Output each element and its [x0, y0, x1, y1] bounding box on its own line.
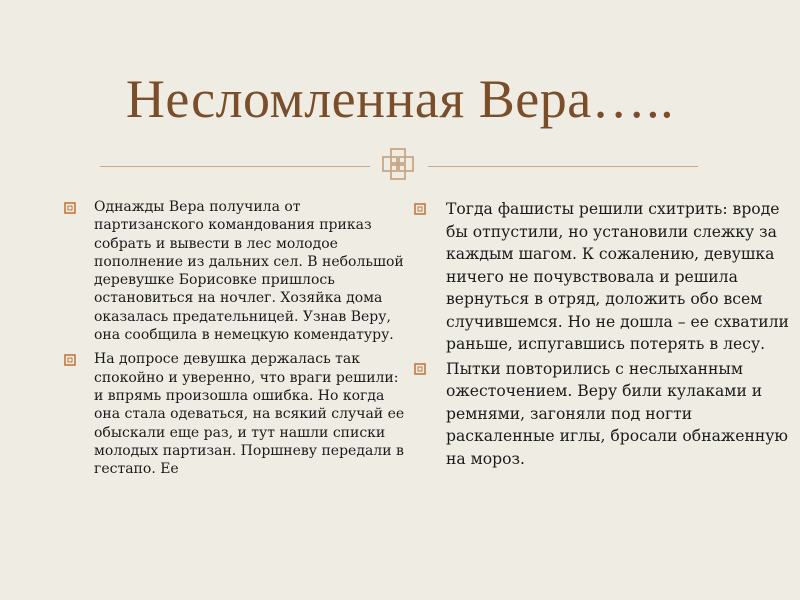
page-title: Несломленная Вера….. — [125, 69, 675, 129]
paragraph-text: Однажды Вера получила от партизанского командования приказ собрать и вывести в лес молодое пополнение из дальних сел. В небольшой деревушке Борисовке пришлось остановиться на ночлег. Хозяйка дома оказалась предательницей. Узнав Веру, она сообщила в немецкую комендатуру. — [94, 199, 404, 344]
list-item — [62, 350, 410, 478]
square-bullet-icon — [414, 203, 426, 215]
square-bullet-icon — [414, 363, 426, 375]
square-bullet-icon — [64, 202, 76, 214]
ornament-icon — [380, 146, 416, 182]
list-item — [410, 198, 795, 356]
title-divider-right — [428, 166, 698, 167]
paragraph-text: На допросе девушка держалась так спокойно и уверенно, что враги решили: и впрямь произошла ошибка. Но когда она стала одеваться, на всякий случай ее обыскали еще раз, и тут нашли списки молодых партизан. Поршневу передали в гестапо. Ее — [94, 351, 405, 478]
list-item — [410, 358, 795, 471]
left-column — [62, 198, 410, 484]
title-divider-left — [100, 166, 370, 167]
paragraph-text: Тогда фашисты решили схитрить: вроде бы отпустили, но установили слежку за каждым шагом. К сожалению, девушка ничего не почувствовала и решила вернуться в отряд, доложить обо всем случившемся. Но не дошла – ее схватили раньше, испугавшись потерять в лесу. — [446, 200, 789, 353]
list-item — [62, 198, 410, 344]
square-bullet-icon — [64, 354, 76, 366]
paragraph-text: Пытки повторились с неслыханным ожесточением. Веру били кулаками и ремнями, загоняли под ногти раскаленные иглы, бросали обнаженную на мороз. — [446, 359, 788, 468]
right-column — [410, 198, 795, 472]
